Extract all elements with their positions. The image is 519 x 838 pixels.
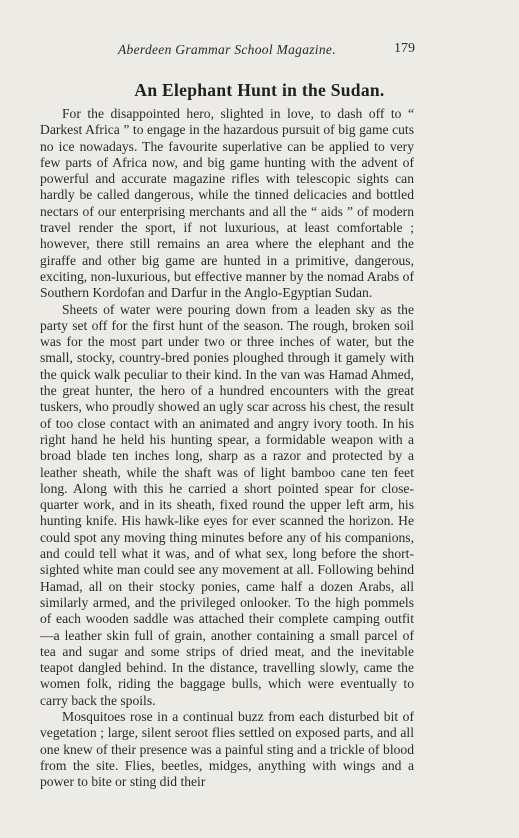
paragraph: Sheets of water were pouring down from a leaden sky as the party set off for the first hunt of the season. The rough, broken soil was for the most part under two or three inches of water, but the small, stocky, country-bred ponies ploughed through it gamely with the quick walk peculiar to their kind. In the van was Hamad Ahmed, the great hunter, the hero of a hundred encounters with the great tuskers, who proudly showed an ugly scar across his chest, the result of too close contact with an animated and angry ivory tooth. In his right hand he held his hunting spear, a formidable weapon with a broad blade ten inches long, sharp as a razor and protected by a leather sheath, while the shaft was of light bamboo cane ten feet long. Along with this he carried a short pointed spear for close-quarter work, and in its sheath, fixed round the upper left arm, his hunting knife. His hawk-like eyes for ever scanned the horizon. He could spot any moving thing minutes before any of his companions, and could tell what it was, and of what sex, long before the short-sighted white man could see any movement at all. Following behind Hamad, all on their stocky ponies, came half a dozen Arabs, all similarly armed, and the privileged onlooker. To the high pommels of each wooden saddle was attached their complete camping outfit—a leather skin full of grain, another containing a small parcel of tea and sugar and some strips of dried meat, and the inevitable teapot dangled behind. In the distance, travelling slowly, came the women folk, riding the baggage bulls, which were eventually to carry back the spoils. [40,301,414,708]
paragraph: For the disappointed hero, slighted in love, to dash off to “ Darkest Africa ” to engage in the hazardous pursuit of big game cuts no ice nowadays. The favourite superlative can be applied to very few parts of Africa now, and big game hunting with the advent of powerful and accurate magazine rifles with telescopic sights can hardly be called dangerous, while the tinned delicacies and bottled nectars of our enterprising merchants and all the “ aids ” of modern travel render the sport, if not luxurious, at least comfortable ; however, there still remains an area where the elephant and the giraffe and other big game are hunted in a primitive, dangerous, exciting, non-luxurious, but effective manner by the nomad Arabs of Southern Kordofan and Darfur in the Anglo-Egyptian Sudan. [40,106,414,301]
running-header [0,42,519,60]
journal-title: Aberdeen Grammar School Magazine. [118,42,336,57]
article-title: An Elephant Hunt in the Sudan. [134,80,385,100]
page-number: 179 [394,41,415,56]
paragraph: Mosquitoes rose in a continual buzz from each disturbed bit of vegetation ; large, silent seroot flies settled on exposed parts, and all one knew of their presence was a painful sting and a trickle of blood from the site. Flies, beetles, midges, anything with wings and a power to bite or sting did their [40,708,414,790]
article-body [40,106,414,790]
